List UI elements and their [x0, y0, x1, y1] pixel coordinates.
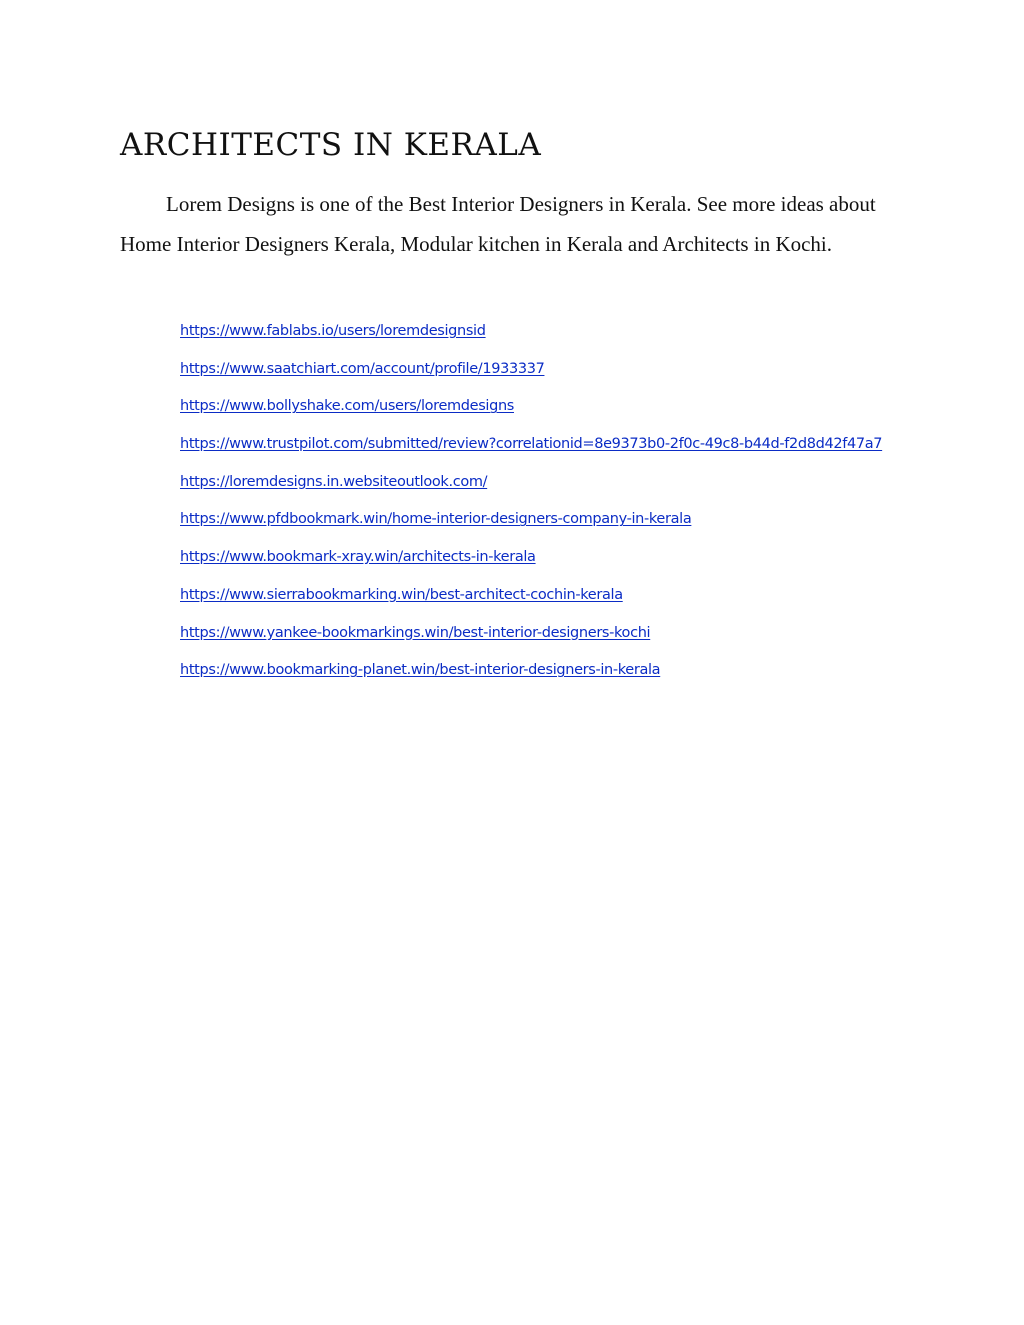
link-bookmark-xray[interactable]: https://www.bookmark-xray.win/architects-in-kerala — [180, 549, 536, 566]
link-list — [180, 319, 882, 696]
link-bookmarking-planet[interactable]: https://www.bookmarking-planet.win/best-interior-designers-in-kerala — [180, 662, 661, 679]
link-sierrabookmarking[interactable]: https://www.sierrabookmarking.win/best-architect-cochin-kerala — [180, 586, 623, 603]
list-item — [180, 319, 882, 357]
list-item — [180, 658, 882, 696]
link-trustpilot[interactable]: https://www.trustpilot.com/submitted/review?correlationid=8e9373b0-2f0c-49c8-b44d-f2d8d42f47a7 — [180, 436, 883, 453]
link-pfdbookmark[interactable]: https://www.pfdbookmark.win/home-interior-designers-company-in-kerala — [180, 511, 692, 528]
link-websiteoutlook[interactable]: https://loremdesigns.in.websiteoutlook.com/ — [180, 473, 488, 490]
list-item — [180, 507, 882, 545]
link-saatchiart[interactable]: https://www.saatchiart.com/account/profile/1933337 — [180, 360, 545, 377]
list-item — [180, 394, 882, 432]
list-item — [180, 545, 882, 583]
link-bollyshake[interactable]: https://www.bollyshake.com/users/loremdesigns — [180, 398, 514, 415]
list-item — [180, 357, 882, 395]
link-fablabs[interactable]: https://www.fablabs.io/users/loremdesignsid — [180, 323, 486, 339]
list-item — [180, 583, 882, 621]
intro-paragraph: Lorem Designs is one of the Best Interior Designers in Kerala. See more ideas about Home Interior Designers Kerala, Modular kitchen in Kerala and Architects in Kochi. — [120, 192, 876, 256]
list-item — [180, 621, 882, 659]
list-item — [180, 432, 882, 470]
list-item — [180, 470, 882, 508]
link-yankee-bookmarkings[interactable]: https://www.yankee-bookmarkings.win/best-interior-designers-kochi — [180, 624, 651, 641]
page-title: ARCHITECTS IN KERALA — [120, 127, 542, 163]
